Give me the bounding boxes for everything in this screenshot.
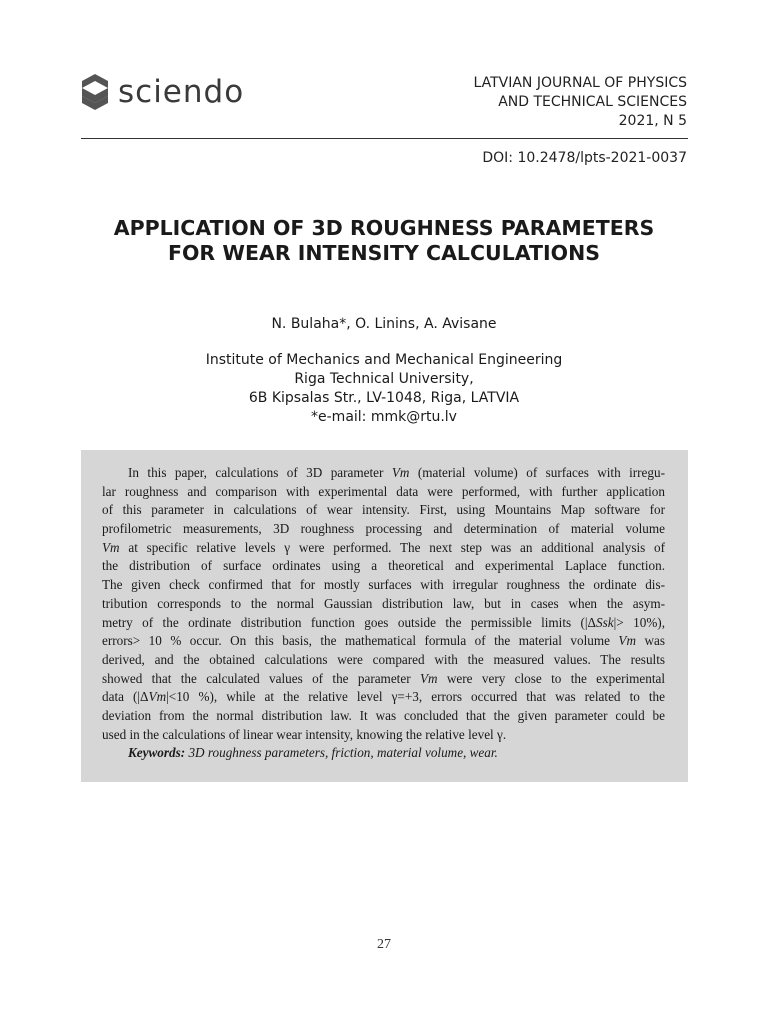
keywords-label: Keywords: [128,745,186,761]
affiliation-address: 6B Kipsalas Str., LV-1048, Riga, LATVIA [248,390,520,406]
keywords-list: 3D roughness parameters, friction, material volume, wear. [188,745,498,761]
affiliation [0,351,768,427]
abstract-line: metry of the ordinate distribution function goes outside the permissible limits (|ΔSsk|> 10%), [102,614,665,630]
abstract-line: tribution corresponds to the normal Gaussian distribution law, but in cases when the asym- [102,595,665,611]
paper-title [0,216,768,266]
abstract-line: errors> 10 % occur. On this basis, the mathematical formula of the material volume Vm was [102,633,665,649]
abstract-line: deviation from the normal distribution law. It was concluded that the given parameter could be [102,707,665,723]
sciendo-s-logo-icon [80,73,110,111]
affiliation-university: Riga Technical University, [294,371,474,387]
affiliation-institute: Institute of Mechanics and Mechanical Engineering [205,352,563,368]
doi[interactable]: DOI: 10.2478/lpts-2021-0037 [482,150,687,166]
abstract-line: Vm at specific relative levels γ were performed. The next step was an additional analysis of [102,539,665,555]
abstract-line: profilometric measurements, 3D roughness processing and determination of material volume [102,521,665,537]
journal-issue: 2021, N 5 [618,113,687,129]
paper-title-line-1: APPLICATION OF 3D ROUGHNESS PARAMETERS [113,216,655,240]
abstract-line: the distribution of surface ordinates using a theoretical and experimental Laplace function. [102,558,665,574]
abstract [102,464,665,763]
journal-name-line-1: LATVIAN JOURNAL OF PHYSICS [473,75,687,91]
authors: N. Bulaha*, O. Linins, A. Avisane [271,316,497,332]
page-number: 27 [377,937,391,952]
abstract-line: lar roughness and comparison with experimental data were performed, with further application [102,483,665,499]
header-rule [81,138,688,139]
affiliation-email[interactable]: *e-mail: mmk@rtu.lv [311,409,457,425]
abstract-line: derived, and the obtained calculations were compared with the measured values. The results [102,651,665,667]
publisher-name: sciendo [118,74,245,110]
abstract-line: of this parameter in calculations of wear intensity. First, using Mountains Map software for [102,502,665,518]
paper-title-line-2: FOR WEAR INTENSITY CALCULATIONS [167,241,600,265]
abstract-line: showed that the calculated values of the parameter Vm were very close to the experimental [102,670,665,686]
abstract-line: The given check confirmed that for mostly surfaces with irregular roughness the ordinate dis- [102,577,665,593]
journal-info [473,74,687,131]
journal-name-line-2: AND TECHNICAL SCIENCES [498,94,687,110]
keywords [102,744,665,763]
publisher-logo [80,72,244,112]
abstract-line: data (|ΔVm|<10 %), while at the relative level γ=+3, errors occurred that was related to the [102,689,665,705]
abstract-line: used in the calculations of linear wear intensity, knowing the relative level γ. [102,726,507,742]
abstract-line: In this paper, calculations of 3D parameter Vm (material volume) of surfaces with irregu- [128,465,665,480]
